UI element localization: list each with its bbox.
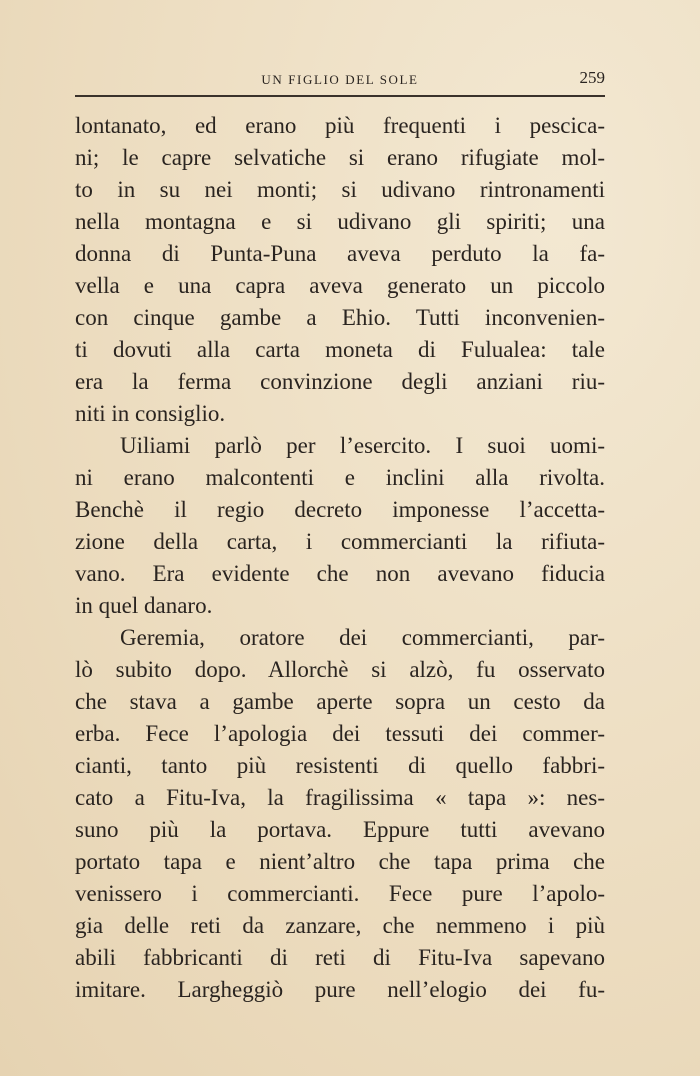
text-line: erba. Fece l’apologia dei tessuti dei commer- — [75, 721, 605, 746]
paragraph-start: Uiliami parlò per l’esercito. I suoi uomi- — [120, 433, 605, 458]
page-number: 259 — [579, 68, 605, 87]
text-line: era la ferma convinzione degli anziani riu- — [75, 369, 605, 394]
text-line: portato tapa e nient’altro che tapa prima che — [75, 849, 605, 874]
text-line: ti dovuti alla carta moneta di Fulualea: tale — [75, 337, 605, 362]
text-line: con cinque gambe a Ehio. Tutti inconvenien- — [75, 305, 605, 330]
text-line: imitare. Largheggiò pure nell’elogio dei fu- — [75, 977, 605, 1002]
text-line: abili fabbricanti di reti di Fitu-Iva sapevano — [75, 945, 605, 970]
text-line: che stava a gambe aperte sopra un cesto da — [75, 689, 605, 714]
text-line: lò subito dopo. Allorchè si alzò, fu osservato — [75, 657, 605, 682]
running-head — [75, 64, 605, 94]
text-line: lontanato, ed erano più frequenti i pescica- — [75, 113, 605, 138]
text-line: venissero i commercianti. Fece pure l’apolo- — [75, 881, 605, 906]
text-line: zione della carta, i commercianti la rifiuta- — [75, 529, 605, 554]
header-rule — [75, 95, 605, 97]
text-line: Benchè il regio decreto imponesse l’accetta- — [75, 497, 605, 522]
text-line: vella e una capra aveva generato un piccolo — [75, 273, 605, 298]
text-line: to in su nei monti; si udivano rintronamenti — [75, 177, 605, 202]
text-line: ni erano malcontenti e inclini alla rivolta. — [75, 465, 605, 490]
text-line: gia delle reti da zanzare, che nemmeno i più — [75, 913, 605, 938]
text-line: suno più la portava. Eppure tutti avevano — [75, 817, 605, 842]
text-line: donna di Punta-Puna aveva perduto la fa- — [75, 241, 605, 266]
text-line: nella montagna e si udivano gli spiriti; una — [75, 209, 605, 234]
text-line: in quel danaro. — [75, 593, 213, 618]
body-text — [75, 110, 605, 1006]
paragraph-start: Geremia, oratore dei commercianti, par- — [120, 625, 605, 650]
running-title: UN FIGLIO DEL SOLE — [261, 72, 419, 87]
text-line: vano. Era evidente che non avevano fiducia — [75, 561, 605, 586]
text-line: cato a Fitu-Iva, la fragilissima « tapa »: nes- — [75, 785, 605, 810]
text-line: cianti, tanto più resistenti di quello fabbri- — [75, 753, 605, 778]
text-line: ni; le capre selvatiche si erano rifugiate mol- — [75, 145, 605, 170]
text-line: niti in consiglio. — [75, 401, 226, 426]
